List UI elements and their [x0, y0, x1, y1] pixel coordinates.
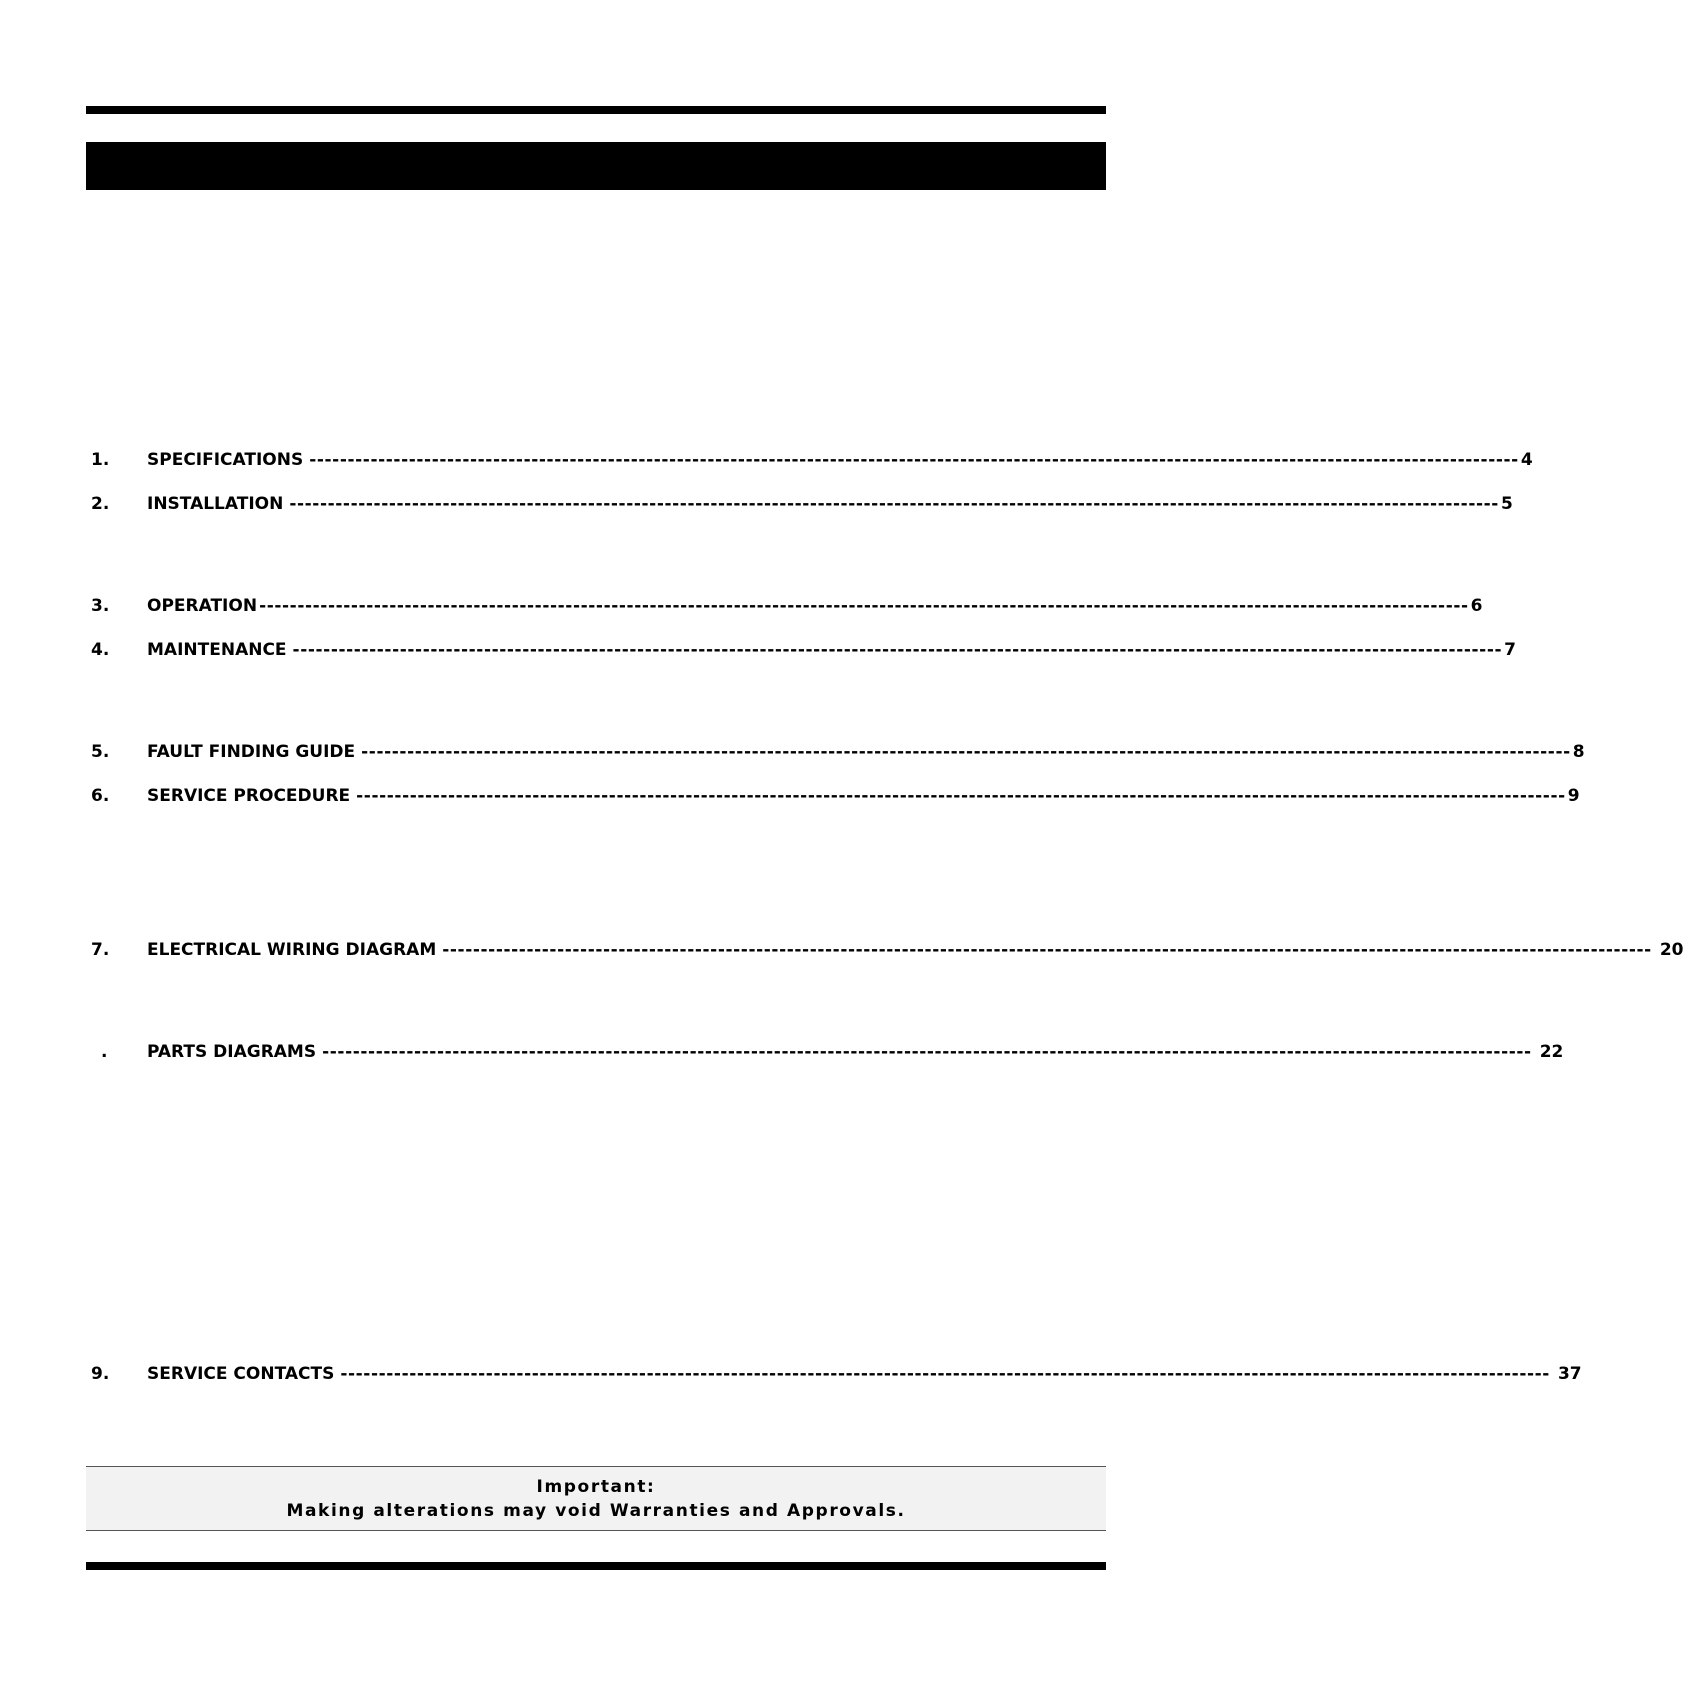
toc-page-number: 20: [1659, 940, 1684, 960]
toc-entry-maintenance[interactable]: [0, 638, 1516, 662]
toc-number: 5.: [91, 742, 110, 762]
toc-entry-operation[interactable]: [0, 594, 1483, 618]
toc-leader: --------------------------------------------------------------------------------------------------------------------------------------------------------------: [292, 640, 1503, 660]
toc-title: INSTALLATION: [147, 494, 284, 514]
toc-title: MAINTENANCE: [147, 640, 287, 660]
toc-page-number: 6: [1470, 596, 1483, 616]
toc-leader: --------------------------------------------------------------------------------------------------------------------------------------------------------------: [309, 450, 1519, 470]
toc-title: SERVICE PROCEDURE: [147, 786, 351, 806]
notice-text: Making alterations may void Warranties and Approvals.: [286, 1501, 906, 1521]
toc-leader: --------------------------------------------------------------------------------------------------------------------------------------------------------------: [442, 940, 1652, 960]
bottom-rule: [86, 1562, 1106, 1570]
toc-page-number: 9: [1567, 786, 1580, 806]
toc-title: SERVICE CONTACTS: [147, 1364, 335, 1384]
toc-page-number: 22: [1539, 1042, 1564, 1062]
toc-entry-service-contacts[interactable]: [0, 1362, 1582, 1386]
toc-page-number: 37: [1557, 1364, 1582, 1384]
toc-leader: --------------------------------------------------------------------------------------------------------------------------------------------------------------: [340, 1364, 1550, 1384]
toc-number: .: [101, 1042, 108, 1062]
toc-page-number: 7: [1504, 640, 1516, 660]
toc-entry-fault-finding-guide[interactable]: [0, 740, 1585, 764]
toc-page-number: 8: [1572, 742, 1585, 762]
toc-entry-electrical-wiring-diagram[interactable]: [0, 938, 1684, 962]
toc-leader: --------------------------------------------------------------------------------------------------------------------------------------------------------------: [361, 742, 1571, 762]
toc-number: 2.: [91, 494, 110, 514]
toc-leader: --------------------------------------------------------------------------------------------------------------------------------------------------------------: [289, 494, 1499, 514]
toc-title: SPECIFICATIONS: [147, 450, 304, 470]
toc-title: PARTS DIAGRAMS: [147, 1042, 317, 1062]
toc-title: FAULT FINDING GUIDE: [147, 742, 356, 762]
top-rule: [86, 106, 1106, 114]
toc-leader: --------------------------------------------------------------------------------------------------------------------------------------------------------------: [259, 596, 1469, 616]
toc-leader: --------------------------------------------------------------------------------------------------------------------------------------------------------------: [322, 1042, 1532, 1062]
toc-entry-specifications[interactable]: [0, 448, 1533, 472]
toc-number: 4.: [91, 640, 110, 660]
toc-number: 9.: [91, 1364, 110, 1384]
toc-entry-service-procedure[interactable]: [0, 784, 1580, 808]
toc-number: 6.: [91, 786, 110, 806]
toc-leader: --------------------------------------------------------------------------------------------------------------------------------------------------------------: [356, 786, 1566, 806]
important-notice: [86, 1466, 1106, 1531]
title-bar: [86, 142, 1106, 190]
toc-title: ELECTRICAL WIRING DIAGRAM: [147, 940, 437, 960]
toc-number: 1.: [91, 450, 110, 470]
toc-number: 7.: [91, 940, 110, 960]
toc-entry-parts-diagrams[interactable]: [0, 1040, 1564, 1064]
toc-page-number: 4: [1520, 450, 1533, 470]
toc-title: OPERATION: [147, 596, 258, 616]
toc-number: 3.: [91, 596, 110, 616]
notice-title: Important:: [536, 1477, 656, 1497]
toc-entry-installation[interactable]: [0, 492, 1513, 516]
toc-page-number: 5: [1500, 494, 1513, 514]
